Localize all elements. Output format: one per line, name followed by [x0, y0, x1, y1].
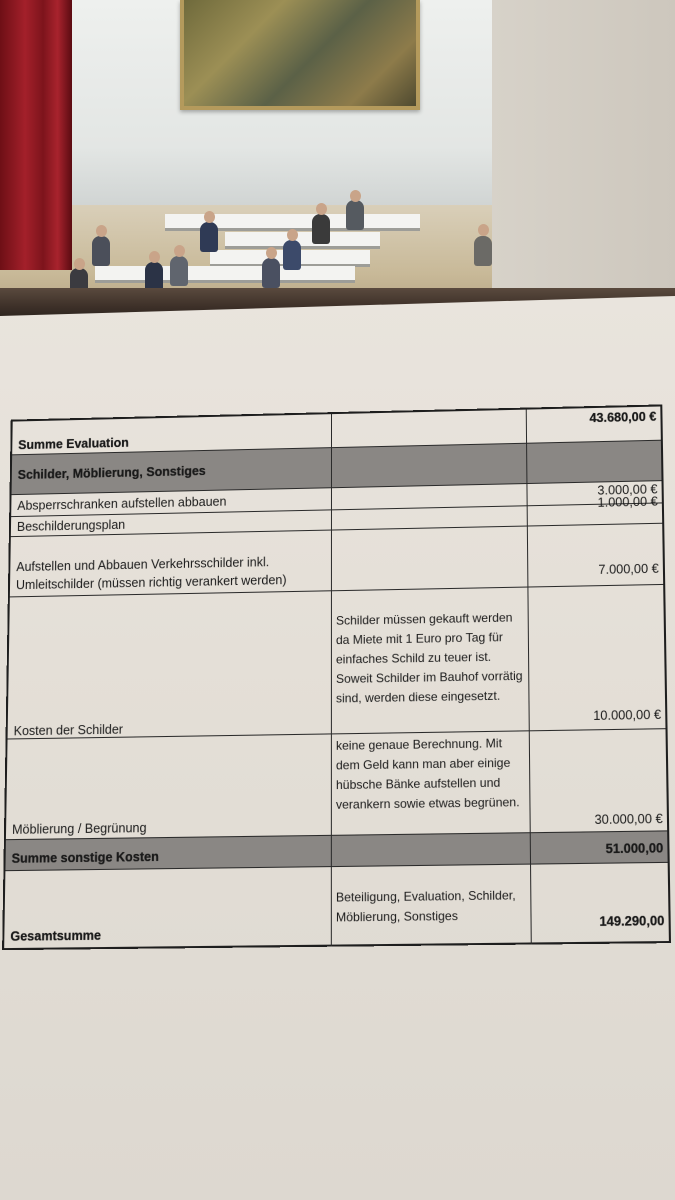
row-amount: 43.680,00 € — [589, 409, 657, 426]
row-note-cell — [332, 506, 528, 529]
attendee-head — [287, 229, 298, 241]
row-label: Beschilderungsplan — [16, 517, 126, 534]
row-note: keine genaue Berechnung. Mit dem Geld kann man aber einige hübsche Bänke aufstellen und verankern sowie etwas begrünen. — [335, 735, 520, 812]
row-note: Schilder müssen gekauft werden da Miete mit 1 Euro pro Tag für einfaches Schild zu teuer ist. Soweit Schilder im Bauhof vorrätig sind, werden diese eingesetzt. — [335, 610, 523, 706]
red-curtain — [0, 0, 72, 270]
row-note: Beteiligung, Evaluation, Schilder, Möblierung, Sonstiges — [335, 887, 516, 925]
row-note-cell — [332, 865, 532, 947]
row-label-cell — [4, 867, 332, 950]
row-label: Absperrschranken aufstellen abbauen — [17, 494, 227, 513]
row-note-cell — [332, 410, 527, 448]
row-label: Aufstellen und Abbauen Verkehrsschilder inkl. Umleitschilder (müssen richtig verankert werden) — [15, 555, 287, 593]
row-note-cell — [332, 833, 531, 866]
foreground-pillar — [492, 0, 675, 300]
attendee — [262, 258, 280, 288]
row-label: Summe Evaluation — [18, 435, 129, 453]
row-label-cell — [5, 836, 331, 870]
wall-painting — [180, 0, 420, 110]
attendee-head — [266, 247, 277, 259]
row-label-cell — [6, 734, 332, 839]
table-row — [8, 585, 666, 740]
attendee — [92, 236, 110, 266]
row-label-cell — [8, 591, 332, 738]
row-amount: 149.290,00 — [599, 913, 665, 930]
attendee-head — [74, 258, 85, 270]
row-amount-cell — [530, 729, 669, 832]
row-label: Möblierung / Begrünung — [11, 820, 147, 837]
row-label: Schilder, Möblierung, Sonstiges — [17, 463, 206, 483]
attendee — [283, 240, 301, 270]
row-label: Gesamtsumme — [10, 928, 102, 944]
row-amount-cell — [527, 441, 663, 483]
attendee — [474, 236, 492, 266]
attendee-head — [96, 225, 107, 237]
row-amount-cell — [527, 406, 663, 442]
row-label: Summe sonstige Kosten — [11, 849, 159, 866]
row-amount: 30.000,00 € — [594, 811, 663, 828]
attendee-head — [350, 190, 361, 202]
attendee — [312, 214, 330, 244]
table-row — [4, 863, 669, 950]
attendee-head — [174, 245, 185, 257]
row-amount-cell — [531, 831, 670, 863]
cost-table — [2, 404, 675, 950]
attendee — [170, 256, 188, 286]
row-label-cell — [12, 448, 332, 494]
row-note-cell — [332, 588, 530, 734]
row-amount: 7.000,00 € — [598, 561, 659, 577]
row-label: Kosten der Schilder — [13, 722, 124, 739]
row-amount-cell — [528, 494, 665, 525]
row-label-cell — [10, 531, 332, 597]
attendee-head — [149, 251, 160, 263]
attendee — [200, 222, 218, 252]
row-note-cell — [332, 527, 528, 591]
row-amount: 1.000,00 € — [597, 494, 658, 510]
row-note-cell — [332, 484, 528, 509]
row-amount-cell — [531, 863, 671, 945]
table-row — [6, 729, 667, 840]
row-amount: 51.000,00 — [605, 840, 664, 857]
row-amount-cell — [528, 524, 665, 587]
attendee — [346, 200, 364, 230]
row-amount-cell — [528, 585, 667, 730]
council-table — [225, 232, 380, 249]
row-amount: 10.000,00 € — [593, 707, 662, 724]
row-amount: 3.000,00 € — [597, 482, 658, 498]
row-note-cell — [332, 731, 531, 834]
row-note-cell — [332, 444, 527, 488]
attendee-head — [204, 211, 215, 223]
cost-table-grid — [2, 404, 671, 950]
council-table — [95, 266, 355, 283]
attendee-head — [478, 224, 489, 236]
background-hall-photo — [0, 0, 675, 320]
attendee-head — [316, 203, 327, 215]
